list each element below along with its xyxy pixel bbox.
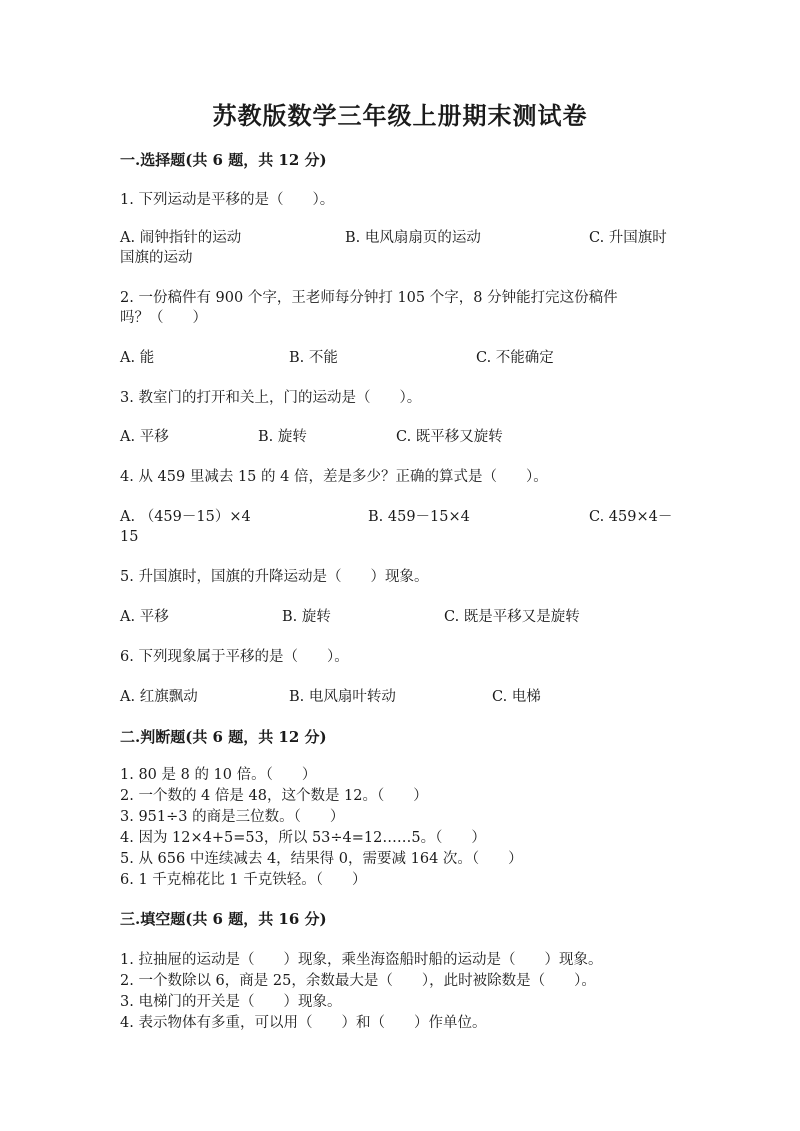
q2-option-a: A. 能 bbox=[120, 350, 155, 366]
q5-option-c: C. 既是平移又是旋转 bbox=[444, 609, 580, 625]
section-heading-judgement: 二.判断题(共 6 题，共 12 分) bbox=[120, 728, 327, 746]
question-4: 4. 从 459 里减去 15 的 4 倍，差是多少？正确的算式是（ ）。 bbox=[120, 469, 548, 485]
q3-option-b: B. 旋转 bbox=[258, 429, 307, 445]
fill-item-3: 3. 电梯门的开关是（ ）现象。 bbox=[120, 994, 342, 1010]
section-heading-choice: 一.选择题(共 6 题，共 12 分) bbox=[120, 151, 327, 169]
question-5: 5. 升国旗时，国旗的升降运动是（ ）现象。 bbox=[120, 569, 429, 585]
q6-option-a: A. 红旗飘动 bbox=[120, 689, 198, 705]
judge-item-6: 6. 1 千克棉花比 1 千克铁轻。（ ） bbox=[120, 872, 367, 888]
question-2-line1: 2. 一份稿件有 900 个字，王老师每分钟打 105 个字，8 分钟能打完这份稿件 bbox=[120, 290, 618, 306]
question-1: 1. 下列运动是平移的是（ ）。 bbox=[120, 192, 335, 208]
judge-item-3: 3. 951÷3 的商是三位数。（ ） bbox=[120, 809, 345, 825]
question-6: 6. 下列现象属于平移的是（ ）。 bbox=[120, 649, 349, 665]
question-3: 3. 教室门的打开和关上，门的运动是（ ）。 bbox=[120, 390, 422, 406]
q1-option-a: A. 闹钟指针的运动 bbox=[120, 230, 242, 246]
q2-option-b: B. 不能 bbox=[289, 350, 338, 366]
q6-option-b: B. 电风扇叶转动 bbox=[289, 689, 396, 705]
q4-option-c-wrap: 15 bbox=[120, 529, 139, 545]
q4-option-c: C. 459×4－ bbox=[589, 509, 673, 525]
judge-item-5: 5. 从 656 中连续减去 4，结果得 0，需要减 164 次。（ ） bbox=[120, 851, 523, 867]
fill-item-4: 4. 表示物体有多重，可以用（ ）和（ ）作单位。 bbox=[120, 1015, 487, 1031]
q4-option-b: B. 459－15×4 bbox=[368, 509, 470, 525]
q1-option-c: C. 升国旗时 bbox=[589, 230, 667, 246]
q1-option-c-wrap: 国旗的运动 bbox=[120, 250, 193, 266]
question-2-line2: 吗？（ ） bbox=[120, 310, 207, 326]
q1-option-b: B. 电风扇扇页的运动 bbox=[345, 230, 481, 246]
judge-item-2: 2. 一个数的 4 倍是 48，这个数是 12。（ ） bbox=[120, 788, 428, 804]
judge-item-4: 4. 因为 12×4+5=53，所以 53÷4=12……5。（ ） bbox=[120, 830, 486, 846]
q2-option-c: C. 不能确定 bbox=[476, 350, 554, 366]
section-heading-fill: 三.填空题(共 6 题，共 16 分) bbox=[120, 910, 327, 928]
judge-item-1: 1. 80 是 8 的 10 倍。（ ） bbox=[120, 767, 317, 783]
q5-option-a: A. 平移 bbox=[120, 609, 169, 625]
q6-option-c: C. 电梯 bbox=[492, 689, 541, 705]
q3-option-a: A. 平移 bbox=[120, 429, 169, 445]
q3-option-c: C. 既平移又旋转 bbox=[396, 429, 503, 445]
q5-option-b: B. 旋转 bbox=[282, 609, 331, 625]
fill-item-1: 1. 拉抽屉的运动是（ ）现象，乘坐海盗船时船的运动是（ ）现象。 bbox=[120, 952, 603, 968]
page-title: 苏教版数学三年级上册期末测试卷 bbox=[212, 101, 588, 130]
fill-item-2: 2. 一个数除以 6，商是 25，余数最大是（ ），此时被除数是（ ）。 bbox=[120, 973, 596, 989]
q4-option-a: A. （459－15）×4 bbox=[120, 509, 251, 525]
